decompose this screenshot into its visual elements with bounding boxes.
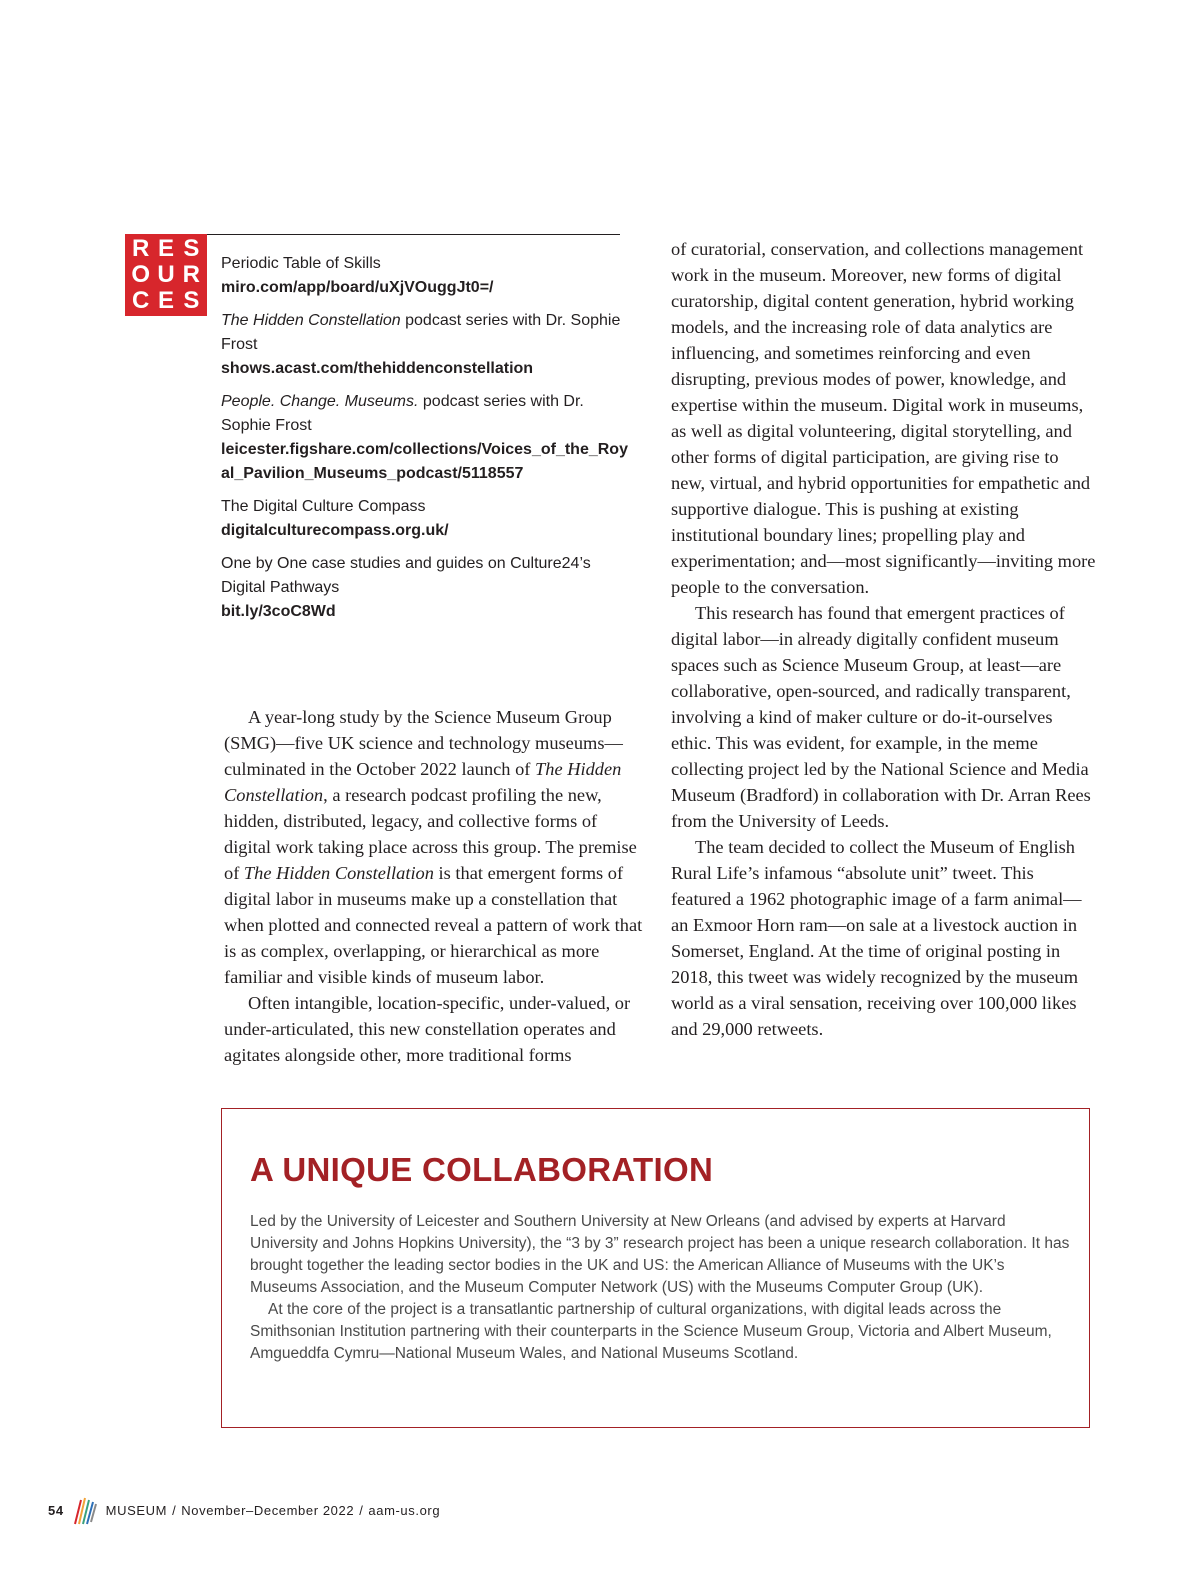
resources-letter: E: [157, 287, 174, 314]
resources-badge: [125, 234, 207, 316]
resource-title: The Hidden Constellation podcast series with Dr. Sophie Frost: [221, 312, 621, 353]
resources-letter: O: [131, 261, 150, 288]
issue-date: November–December 2022: [181, 1502, 355, 1518]
article-column-right: [671, 236, 1096, 1042]
article-paragraph: of curatorial, conservation, and collections management work in the museum. Moreover, new forms of digital curatorship, digital content generation, hybrid working models, and the increasing role of data analytics are influencing, and sometimes reinforcing and even disrupting, previous modes of power, knowledge, and expertise within the museum. Digital work in museums, as well as digital volunteering, digital storytelling, and other forms of digital participation, are giving rise to new, virtual, and hybrid opportunities for empathetic and supportive dialogue. This is pushing at existing institutional boundary lines; propelling play and experimentation; and—most significantly—inviting more people to the conversation.: [671, 239, 1096, 597]
resource-link[interactable]: shows.acast.com/thehiddenconstellation: [221, 360, 534, 377]
museum-logo-icon: [72, 1494, 98, 1526]
resource-link[interactable]: bit.ly/3coC8Wd: [221, 603, 336, 620]
resource-link[interactable]: miro.com/app/board/uXjVOuggJt0=/: [221, 279, 494, 296]
page-number: 54: [48, 1502, 64, 1518]
sidebar-paragraph: At the core of the project is a transatlantic partnership of cultural organizations, with digital leads across the Smithsonian Institution partnering with their counterparts in the Science Museum Group, Victoria and Albert Museum, Amgueddfa Cymru—National Museum Wales, and National Museums Scotland.: [250, 1301, 1052, 1362]
article-paragraph: This research has found that emergent practices of digital labor—in already digitally confident museum spaces such as Science Museum Group, at least—are collaborative, open-sourced, and radically transparent, involving a kind of maker culture or do-it-ourselves ethic. This was evident, for example, in the meme collecting project led by the National Science and Media Museum (Bradford) in collaboration with Dr. Arran Rees from the University of Leeds.: [671, 603, 1091, 831]
site-link[interactable]: aam-us.org: [368, 1502, 441, 1518]
resource-item: [221, 552, 631, 624]
sidebar-title: A UNIQUE COLLABORATION: [250, 1151, 714, 1188]
page-footer: [48, 1492, 440, 1528]
article-paragraph: The team decided to collect the Museum of English Rural Life’s infamous “absolute unit” tweet. This featured a 1962 photographic image of a farm animal—an Exmoor Horn ram—on sale at a livestock auction in Somerset, England. At the time of original posting in 2018, this tweet was widely recognized by the museum world as a viral sensation, receiving over 100,000 likes and 29,000 retweets.: [671, 837, 1082, 1039]
publication-name: MUSEUM: [105, 1502, 168, 1518]
resource-title: The Digital Culture Compass: [221, 498, 426, 515]
resource-item: [221, 495, 631, 543]
article-paragraph: Often intangible, location-specific, under-valued, or under-articulated, this new constellation operates and agitates alongside other, more traditional forms: [224, 993, 631, 1065]
resource-item: [221, 390, 631, 486]
resource-title: One by One case studies and guides on Culture24’s Digital Pathways: [221, 555, 591, 596]
resource-title: Periodic Table of Skills: [221, 255, 381, 272]
resource-item: [221, 252, 631, 300]
resource-link[interactable]: digitalculturecompass.org.uk/: [221, 522, 449, 539]
footer-separator: /: [172, 1502, 177, 1518]
resources-letter: R: [182, 261, 200, 288]
collaboration-sidebar: [221, 1108, 1090, 1428]
resource-title: People. Change. Museums. podcast series with Dr. Sophie Frost: [221, 393, 584, 434]
article-paragraph: A year-long study by the Science Museum Group (SMG)—five UK science and technology museums—culminated in the October 2022 launch of The Hidden Constellation, a research podcast profiling the new, hidden, distributed, legacy, and collective forms of digital work taking place across this group. The premise of The Hidden Constellation is that emergent forms of digital labor in museums make up a constellation that when plotted and connected reveal a pattern of work that is as complex, overlapping, or hierarchical as more familiar and visible kinds of museum labor.: [224, 707, 643, 987]
resources-list: [221, 252, 631, 633]
footer-separator: /: [359, 1502, 364, 1518]
resource-link[interactable]: leicester.figshare.com/collections/Voices_of_the_Royal_Pavilion_Museums_podcast/5118557: [221, 441, 628, 482]
article-column-left: [224, 704, 644, 1068]
resources-letter: S: [183, 235, 200, 262]
resource-item: [221, 309, 631, 381]
resources-letter: S: [183, 287, 200, 314]
resources-divider: [207, 234, 620, 235]
resources-letter: C: [131, 287, 150, 314]
sidebar-paragraph: Led by the University of Leicester and Southern University at New Orleans (and advised by experts at Harvard University and Johns Hopkins University), the “3 by 3” research project has been a unique research collaboration. It has brought together the leading sector bodies in the UK and US: the American Alliance of Museums with the UK’s Museums Association, and the Museum Computer Network (US) with the Museums Computer Group (UK).: [250, 1213, 1070, 1296]
sidebar-body: [250, 1211, 1070, 1365]
resources-letter: R: [131, 235, 150, 262]
resources-letter: E: [157, 235, 174, 262]
resources-letter: U: [157, 261, 175, 288]
